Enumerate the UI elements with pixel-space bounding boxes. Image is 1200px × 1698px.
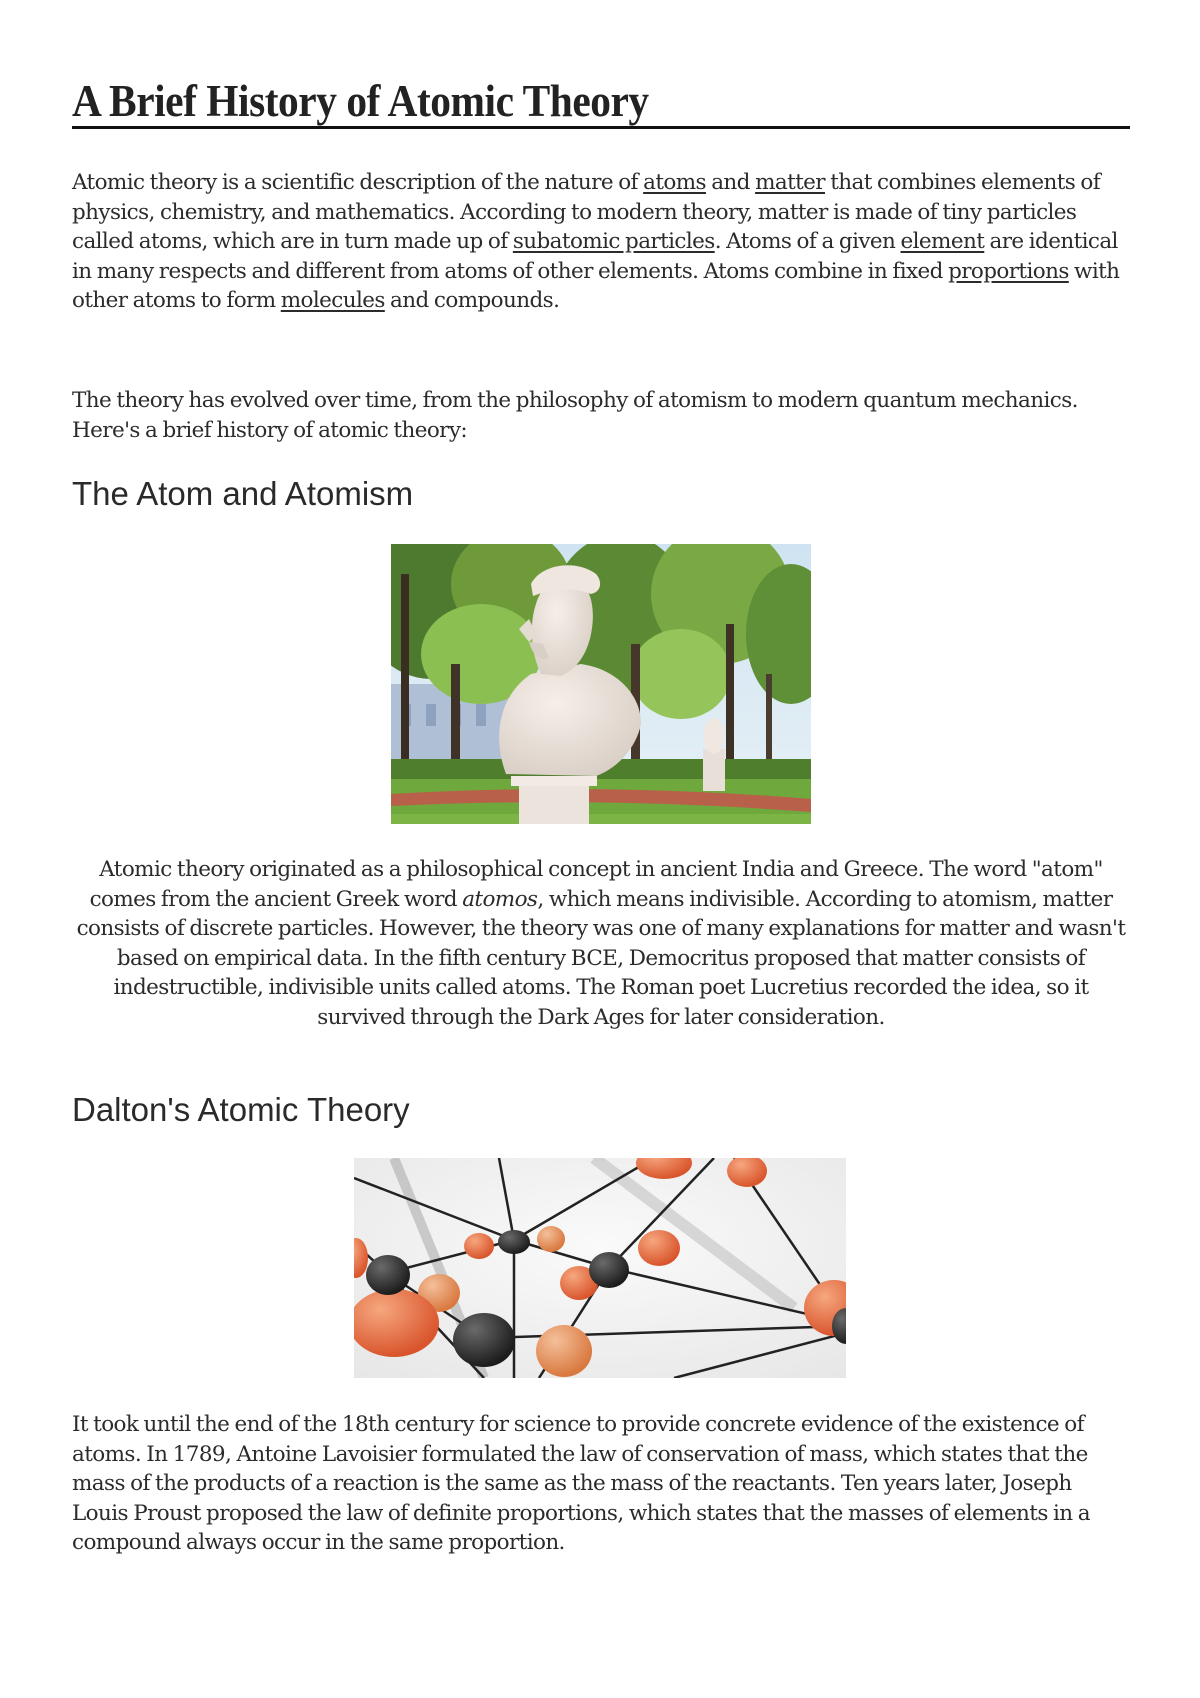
link-matter[interactable]: matter (755, 170, 825, 195)
molecule-model-illustration (354, 1158, 846, 1378)
text-run: . Atoms of a given (714, 229, 901, 255)
link-proportions[interactable]: proportions (948, 258, 1069, 284)
text-run: and (705, 170, 756, 195)
link-subatomic-particles[interactable]: subatomic particles (512, 229, 715, 255)
title-underline-divider (72, 126, 1130, 129)
link-molecules[interactable]: molecules (280, 288, 385, 314)
bust-statue-illustration (391, 544, 811, 824)
molecule-model-image (354, 1158, 846, 1378)
dalton-paragraph: It took until the end of the 18th century for science to provide concrete evidence of the existence of atoms. In 1789, Antoine Lavoisier formulated the law of conservation of mass, which states that the mass of the products of a reaction is the same as the mass of the reactants. Ten years later, Joseph Louis Proust proposed the law of definite proportions, which states that the masses of elements in a compound always occur in the same proportion. (72, 1412, 1090, 1556)
text-run: , which means indivisible. According to atomism, matter consists of discrete particles. However, the theory was one of many explanations for matter and wasn't based on empirical data. In the fifth century BCE, Democritus proposed that matter consists of indestructible, indivisible units called atoms. The Roman poet Lucretius recorded the idea, so it survived through the Dark Ages for later consideration. (76, 886, 1126, 1030)
text-run: with other atoms to form (72, 258, 1120, 314)
page-title: A Brief History of Atomic Theory (72, 76, 649, 126)
link-atoms[interactable]: atoms (643, 170, 706, 195)
text-run: and compounds. (384, 288, 560, 314)
intro-paragraph-1 (72, 168, 1130, 316)
section-heading-dalton: Dalton's Atomic Theory (72, 1091, 410, 1128)
text-run: Atomic theory is a scientific description of the nature of (72, 170, 644, 195)
text-run: are identical in many respects and different from atoms of other elements. Atoms combine in fixed (72, 229, 1118, 284)
bust-statue-image (391, 544, 811, 824)
emphasis-atomos: atomos (462, 886, 538, 912)
intro-paragraph-2: The theory has evolved over time, from the philosophy of atomism to modern quantum mechanics. Here's a brief history of atomic theory: (72, 388, 1078, 443)
atomism-paragraph (72, 855, 1130, 1033)
link-element[interactable]: element (900, 229, 985, 255)
section-heading-atomism: The Atom and Atomism (72, 475, 414, 512)
text-run: Atomic theory originated as a philosophical concept in ancient India and Greece. The word "atom" comes from the ancient Greek word (89, 857, 1103, 912)
text-run: that combines elements of physics, chemistry, and mathematics. According to modern theory, matter is made of tiny particles called atoms, which are in turn made up of (72, 170, 1101, 255)
